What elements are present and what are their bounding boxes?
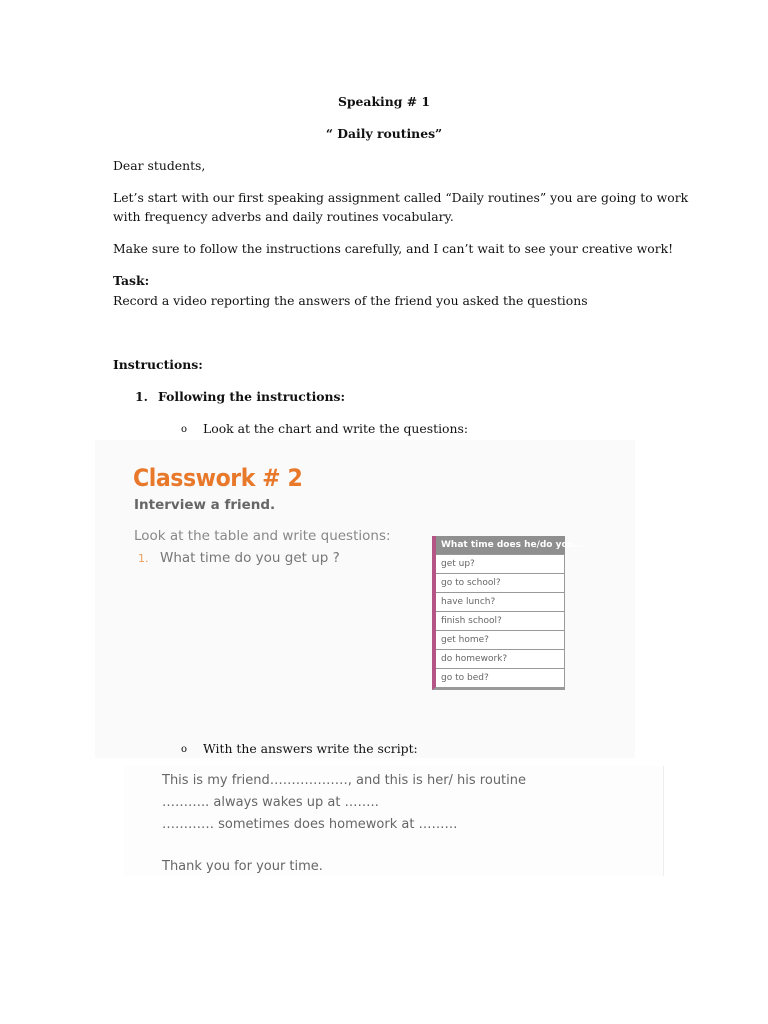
script-line-3: ………… sometimes does homework at ……… — [162, 817, 458, 832]
step-1 — [135, 387, 345, 406]
script-line-4: Thank you for your time. — [162, 859, 323, 874]
doc-subtitle: “ Daily routines” — [325, 126, 443, 141]
table-row: get home? — [436, 630, 565, 649]
bullet-circle-icon: o — [181, 744, 188, 755]
table-row: go to school? — [436, 573, 565, 592]
task-label: Task: — [113, 273, 150, 288]
script-line-1: This is my friend………………, and this is her/ his routine — [162, 773, 526, 788]
bullet-item-2 — [181, 739, 418, 759]
step-text: Following the instructions: — [158, 389, 346, 404]
bullet-2-text: With the answers write the script: — [203, 741, 418, 756]
table-row: have lunch? — [436, 592, 565, 611]
script-line-2: ……….. always wakes up at …….. — [162, 795, 379, 810]
greeting: Dear students, — [113, 158, 206, 173]
classwork-image — [95, 440, 635, 758]
table-row: do homework? — [436, 649, 565, 668]
reminder-text: Make sure to follow the instructions carefully, and I can’t wait to see your creative work! — [113, 241, 674, 256]
classwork-subtitle: Interview a friend. — [134, 497, 276, 513]
table-row: go to bed? — [436, 668, 565, 687]
item-text: What time do you get up ? — [160, 550, 340, 566]
script-image — [124, 766, 664, 876]
classwork-instruction: Look at the table and write questions: — [134, 528, 391, 544]
item-number: 1. — [138, 552, 149, 565]
table-header: What time does he/do you... — [436, 536, 565, 554]
task-text: Record a video reporting the answers of the friend you asked the questions — [113, 293, 588, 308]
bullet-circle-icon: o — [181, 424, 188, 435]
table-row: get up? — [436, 554, 565, 573]
intro-line-2: with frequency adverbs and daily routines vocabulary. — [113, 209, 454, 224]
step-number: 1. — [135, 389, 148, 404]
table-row: finish school? — [436, 611, 565, 630]
bullet-item-1 — [181, 419, 468, 439]
classwork-title: Classwork # 2 — [133, 464, 303, 492]
bullet-1-text: Look at the chart and write the questions: — [203, 421, 469, 436]
instructions-label: Instructions: — [113, 357, 203, 372]
intro-line-1: Let’s start with our first speaking assignment called “Daily routines” you are going to work — [113, 190, 689, 205]
questions-table — [432, 536, 585, 690]
classwork-item-1 — [138, 550, 340, 566]
doc-title: Speaking # 1 — [337, 94, 431, 109]
